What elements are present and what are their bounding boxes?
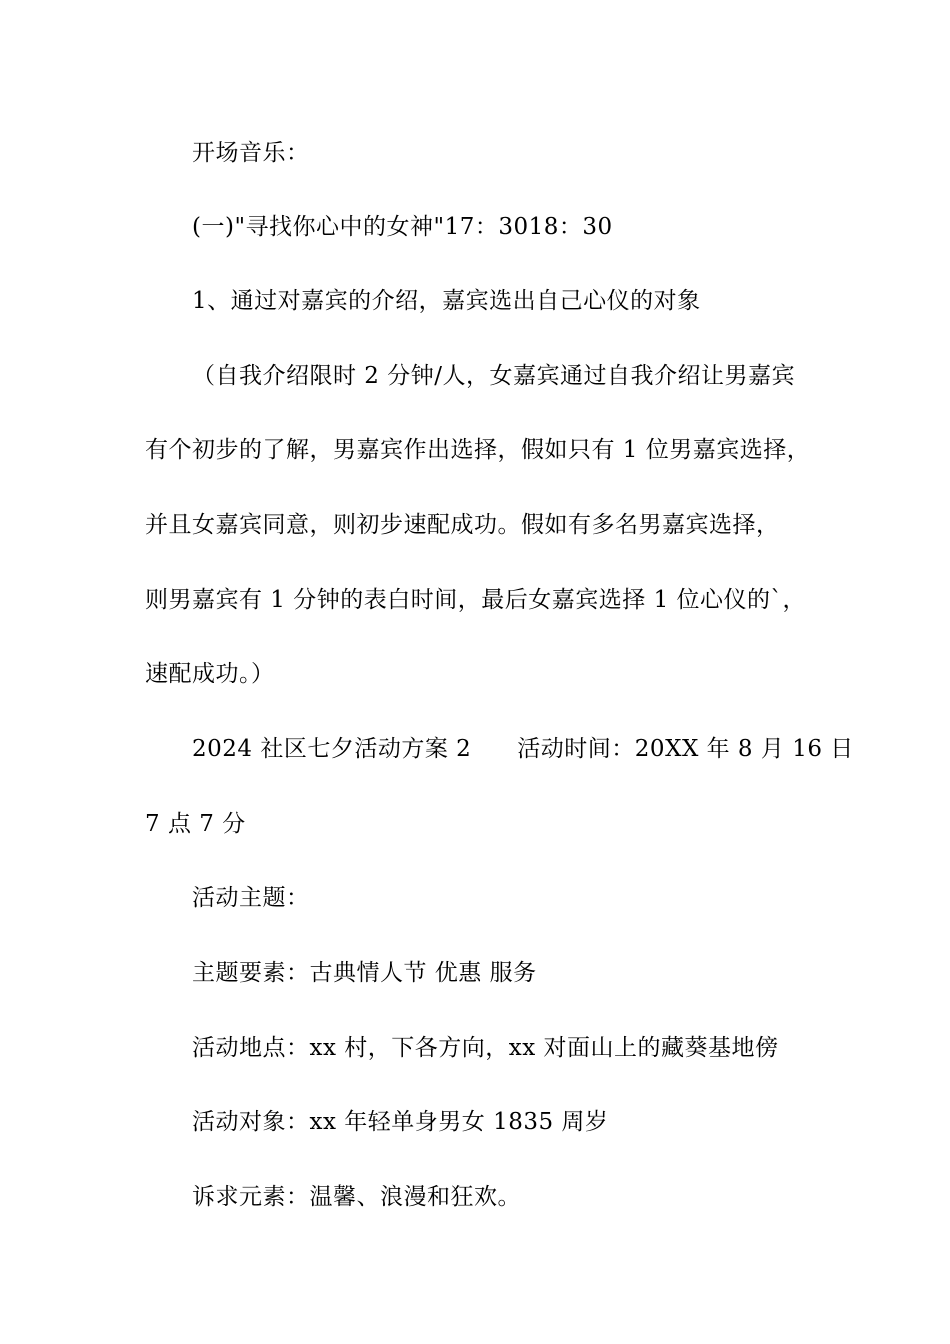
activity-time-continued: 7 点 7 分 (145, 811, 246, 837)
paragraph-line: （自我介绍限时 2 分钟/人，女嘉宾通过自我介绍让男嘉宾 (192, 363, 796, 389)
plan-title: 2024 社区七夕活动方案 2 (192, 736, 472, 762)
appeal-elements: 诉求元素：温馨、浪漫和狂欢。 (192, 1184, 521, 1210)
plan-title-line (192, 734, 854, 764)
opening-music-heading: 开场音乐： (192, 140, 310, 166)
activity-target: 活动对象：xx 年轻单身男女 1835 周岁 (192, 1109, 609, 1135)
paragraph-line: 则男嘉宾有 1 分钟的表白时间，最后女嘉宾选择 1 位心仪的`， (145, 587, 807, 613)
activity-theme: 活动主题： (192, 885, 310, 911)
theme-elements: 主题要素：古典情人节 优惠 服务 (192, 960, 537, 986)
paragraph-line: 速配成功。） (145, 661, 275, 687)
activity-time: 活动时间：20XX 年 8 月 16 日 (517, 736, 854, 762)
paragraph-line: 并且女嘉宾同意，则初步速配成功。假如有多名男嘉宾选择， (145, 512, 780, 538)
step-one-text: 1、通过对嘉宾的介绍，嘉宾选出自己心仪的对象 (192, 288, 701, 314)
paragraph-line: 有个初步的了解，男嘉宾作出选择，假如只有 1 位男嘉宾选择， (145, 437, 811, 463)
activity-location: 活动地点：xx 村，下各方向，xx 对面山上的藏葵基地傍 (192, 1035, 779, 1061)
section-one-heading: (一)"寻找你心中的女神"17：3018：30 (192, 214, 613, 240)
